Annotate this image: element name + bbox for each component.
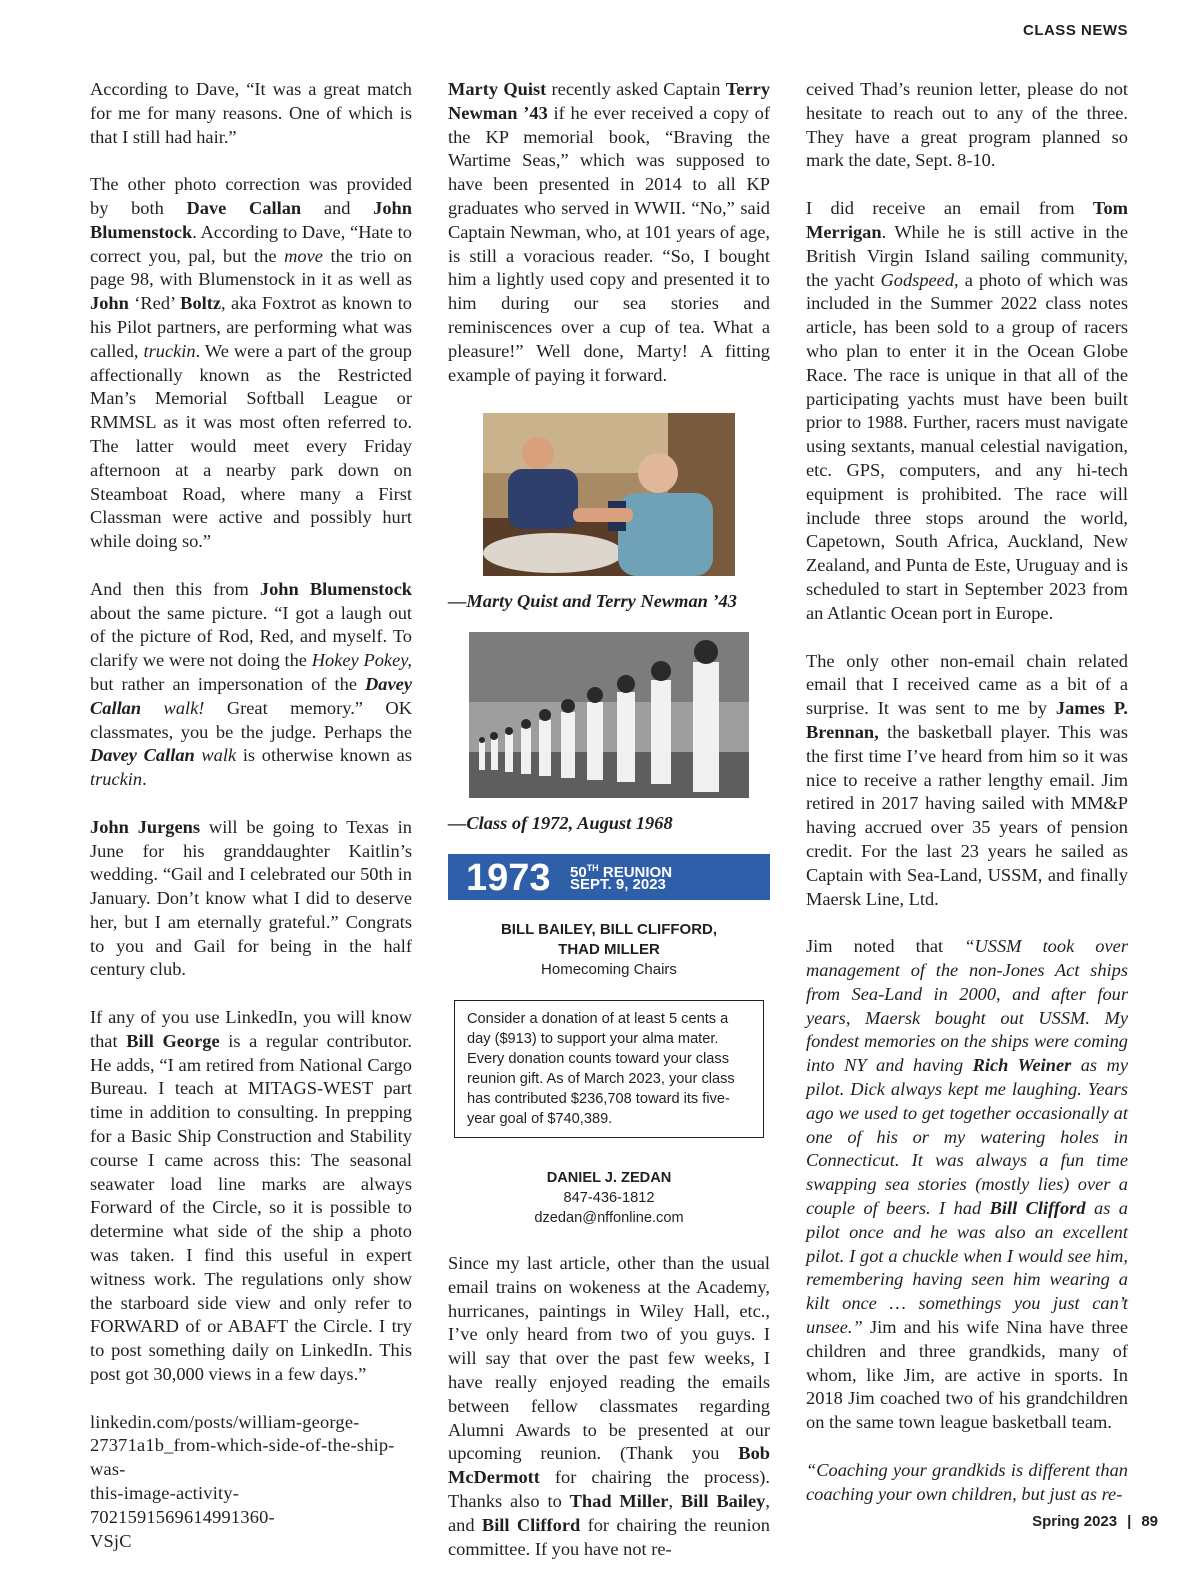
paragraph: John Jurgens will be going to Texas in June for his granddaughter Kaitlin’s wedding. “Gail and I celebrated our 50th in January. Don’t know what I did to deserve her, but I am eternally grateful.” Congrats to you and Gail for being in the half century club. <box>90 816 412 980</box>
reunion-banner <box>448 854 770 900</box>
linkedin-link[interactable]: linkedin.com/posts/william-george- 27371a1b_from-which-side-of-the-ship-was- this-image-activity-7021591569614991360- VSjC <box>90 1411 395 1551</box>
photo-quist-newman <box>483 413 735 576</box>
page-footer <box>1032 1513 1158 1530</box>
chairs-names: BILL BAILEY, BILL CLIFFORD, <box>500 920 718 938</box>
contact-name: DANIEL J. ZEDAN <box>546 1169 672 1186</box>
paragraph: Jim noted that “USSM took over management of the non-Jones Act ships from Sea-Land in 2000, and after four years, Maersk bought out USSM. My fondest memories on the ships were coming into NY and having Rich Weiner as my pilot. Dick always kept me laughing. Years ago we used to get together occasionally at one of his or my watering holes in Connecticut. It was always a fun time swapping sea stories (mostly lies) over a couple of beers. I had Bill Clifford as a pilot once and he was also an excellent pilot. I got a chuckle when I would see him, remembering having seen him wearing a kilt once … somethings you just can’t unsee.” Jim and his wife Nina have three children and three grandkids, many of whom, like Jim, are active in sports. In 2018 Jim coached two of his grandchildren on the same town league basketball team. <box>806 936 1128 1433</box>
paragraph: The only other non-email chain related email that I received came as a bit of a surprise. It was sent to me by James P. Brennan, the basketball player. This was the first time I’ve heard from him so it was nice to receive a rather lengthy email. Jim retired in 2017 having sailed with MM&P having accrued over 35 years of pension credit. For the last 23 years he sailed as Captain with Sea-Land, USSM, and finally Maersk Line, Ltd. <box>806 650 1128 909</box>
reunion-date: SEPT. 9, 2023 <box>570 875 666 893</box>
paragraph: And then this from John Blumenstock about the same picture. “I got a laugh out of the picture of Rod, Red, and myself. To clarify we were not doing the Hokey Pokey, but rather an impersonation of the Davey Callan walk! Great memory.” OK classmates, you be the judge. Perhaps the Davey Callan walk is otherwise known as truckin. <box>90 578 413 790</box>
issue-label: Spring 2023 <box>1032 1513 1118 1530</box>
section-header: CLASS NEWS <box>1022 22 1128 39</box>
donation-notice: Consider a donation of at least 5 cents a day ($913) to support your alma mater. Every donation counts toward your class reunion gift. As of March 2023, your class has contributed $236,708 toward its five-year goal of $740,389. <box>454 1000 764 1138</box>
paragraph: Marty Quist recently asked Captain Terry Newman ’43 if he ever received a copy of the KP memorial book, “Braving the Wartime Seas,” which was supposed to have been presented in 2014 to all KP graduates who served in WWII. “No,” said Captain Newman, who, at 101 years of age, is still a voracious reader. “So, I bought him a lightly used copy and presented it to him during our sea stories and reminiscences over a cup of tea. What a pleasure!” Well done, Marty! A fitting example of paying it forward. <box>448 79 771 385</box>
photo-illustration <box>469 632 749 798</box>
photo-caption: —Class of 1972, August 1968 <box>448 813 673 834</box>
page-number: 89 <box>1141 1513 1158 1530</box>
footer-separator: | <box>1127 1513 1132 1530</box>
photo-class-of-1972 <box>469 632 749 798</box>
column-1 <box>90 78 412 1577</box>
paragraph: The other photo correction was provided by both Dave Callan and John Blumenstock. According to Dave, “Hate to correct you, pal, but the move the trio on page 98, with Blumenstock in it as well as John ‘Red’ Boltz, aka Foxtrot as known to his Pilot partners, are performing what was called, truckin. We were a part of the group affectionally known as the Restricted Man’s Memorial Softball League or RMMSL as it was most often referred to. The latter would meet every Friday afternoon at a nearby park down on Steamboat Road, where many a First Classman were active and possibly hurt while doing so.” <box>90 174 412 552</box>
class-contact <box>448 1168 770 1228</box>
paragraph: According to Dave, “It was a great match for me for many reasons. One of which is that I still had hair.” <box>90 79 412 147</box>
paragraph: “Coaching your grandkids is different than coaching your own children, but just as re- <box>806 1460 1128 1504</box>
column-2 <box>448 78 770 1585</box>
chairs-names: THAD MILLER <box>558 940 660 958</box>
contact-phone[interactable]: 847-436-1812 <box>563 1189 655 1206</box>
reunion-year: 1973 <box>466 856 551 899</box>
chairs-role: Homecoming Chairs <box>541 960 677 978</box>
paragraph: Since my last article, other than the usual email trains on wokeness at the Academy, hurricanes, paintings in Wiley Hall, etc., I’ve only heard from two of you guys. I will say that over the past few weeks, I have really enjoyed reading the emails between fellow classmates regarding Alumni Awards to be presented at our upcoming reunion. (Thank you Bob McDermott for chairing the process). Thanks also to Thad Miller, Bill Bailey, and Bill Clifford for chairing the reunion committee. If you have not re- <box>448 1252 771 1559</box>
paragraph: If any of you use LinkedIn, you will know that Bill George is a regular contributor. He adds, “I am retired from National Cargo Bureau. I teach at MITAGS-WEST part time in addition to consulting. In prepping for a Basic Ship Construction and Stability course I came across this: The seasonal seawater load line marks are always Forward of the Circle, so it is possible to determine what side of the ship a photo was taken. I find this useful in expert witness work. The regulations only show the starboard side view and only refer to FORWARD of or ABAFT the Circle. I try to post something daily on LinkedIn. This post got 30,000 views in a few days.” <box>90 1007 412 1385</box>
paragraph: ceived Thad’s reunion letter, please do not hesitate to reach out to any of the three. They have a great program planned so mark the date, Sept. 8-10. <box>806 79 1128 171</box>
contact-email[interactable]: dzedan@nffonline.com <box>534 1209 684 1226</box>
paragraph: I did receive an email from Tom Merrigan. While he is still active in the British Virgin Island sailing community, the yacht Godspeed, a photo of which was included in the Summer 2022 class notes article, has been sold to a group of racers who plan to enter it in the Ocean Globe Race. The race is unique in that all of the participating yachts must have been built prior to 1988. Further, racers must navigate using sextants, manual celestial navigation, etc. GPS, computers, and any hi-tech equipment is prohibited. The race will include three stops around the world, Capetown, South Africa, Auckland, New Zealand, and Punta de Este, Uruguay and is scheduled to start in September 2023 from an Atlantic Ocean port in Europe. <box>806 198 1128 623</box>
homecoming-chairs <box>448 920 770 980</box>
column-3 <box>806 78 1128 1531</box>
photo-caption: —Marty Quist and Terry Newman ’43 <box>448 591 737 612</box>
photo-illustration <box>483 413 735 576</box>
reunion-title: 50TH REUNION <box>570 862 673 881</box>
